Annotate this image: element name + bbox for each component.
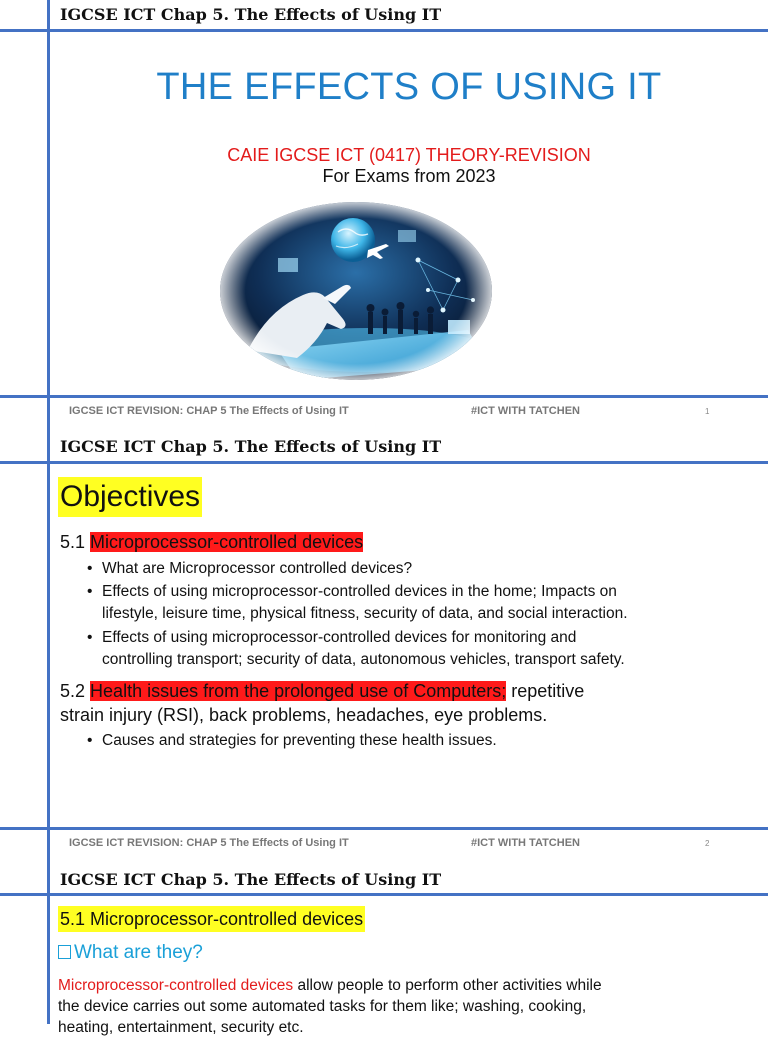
- slide-header-rule: [0, 461, 768, 464]
- slide-header-text: IGCSE ICT Chap 5. The Effects of Using IT: [60, 437, 442, 456]
- slide-page-number: 2: [705, 839, 710, 848]
- slide-1: [0, 0, 768, 432]
- objectives-title: Objectives: [58, 477, 202, 517]
- body-paragraph: Microprocessor-controlled devices allow people to perform other activities while the device carries out some automated tasks for them like; washing, cooking, heating, entertainment, security etc.: [58, 977, 602, 1036]
- slide-left-rule: [47, 864, 50, 1024]
- section-5-1-heading: [60, 530, 363, 554]
- bullet-icon: •: [87, 732, 93, 749]
- highlighted-term: Microprocessor-controlled devices: [58, 977, 294, 994]
- footer-left-text: IGCSE ICT REVISION: CHAP 5 The Effects of Using IT: [69, 405, 349, 417]
- section-5-2-continuation: strain injury (RSI), back problems, headaches, eye problems.: [60, 705, 548, 725]
- checkbox-square-icon: [58, 945, 71, 959]
- subheading: What are they?: [58, 940, 203, 966]
- bullet-icon: •: [87, 583, 93, 600]
- slide-header-rule: [0, 29, 768, 32]
- objective-bullet: • What are Microprocessor controlled devices?: [87, 558, 412, 580]
- slide-header-text: IGCSE ICT Chap 5. The Effects of Using IT: [60, 5, 442, 24]
- section-heading: 5.1 Microprocessor-controlled devices: [58, 906, 365, 932]
- slide-footer-rule: [0, 827, 768, 830]
- slide-footer-rule: [0, 395, 768, 398]
- bullet-icon: •: [87, 629, 93, 646]
- technology-hand-touchscreen-image: [218, 200, 494, 382]
- section-5-2-heading: 5.2 Health issues from the prolonged use of Computers; repetitive: [60, 681, 585, 701]
- section-number: 5.2: [60, 681, 86, 701]
- section-title-highlight: Health issues from the prolonged use of Computers;: [90, 681, 507, 701]
- slide-left-rule: [47, 432, 50, 864]
- footer-left-text: IGCSE ICT REVISION: CHAP 5 The Effects of Using IT: [69, 837, 349, 849]
- slide-title: THE EFFECTS OF USING IT: [156, 66, 662, 108]
- objective-bullet: • Causes and strategies for preventing these health issues.: [87, 730, 497, 752]
- objective-bullet: • Effects of using microprocessor-controlled devices in the home; Impacts on lifestyle, leisure time, physical fitness, security of data, and social interaction.: [87, 583, 628, 622]
- slide-page-number: 1: [705, 407, 710, 416]
- slide-header-text: IGCSE ICT Chap 5. The Effects of Using IT: [60, 870, 442, 889]
- slide-header-rule: [0, 893, 768, 896]
- section-number: 5.1: [60, 532, 86, 552]
- section-title-highlight: Microprocessor-controlled devices: [90, 532, 364, 552]
- footer-right-text: #ICT WITH TATCHEN: [471, 405, 580, 417]
- slide-subtitle: For Exams from 2023: [322, 166, 496, 186]
- footer-right-text: #ICT WITH TATCHEN: [471, 837, 580, 849]
- bullet-icon: •: [87, 560, 93, 577]
- objective-bullet: • Effects of using microprocessor-controlled devices for monitoring and controlling transport; security of data, autonomous vehicles, transport safety.: [87, 629, 625, 668]
- slide-left-rule: [47, 0, 50, 432]
- slide-subtitle-red: CAIE IGCSE ICT (0417) THEORY-REVISION: [227, 145, 591, 165]
